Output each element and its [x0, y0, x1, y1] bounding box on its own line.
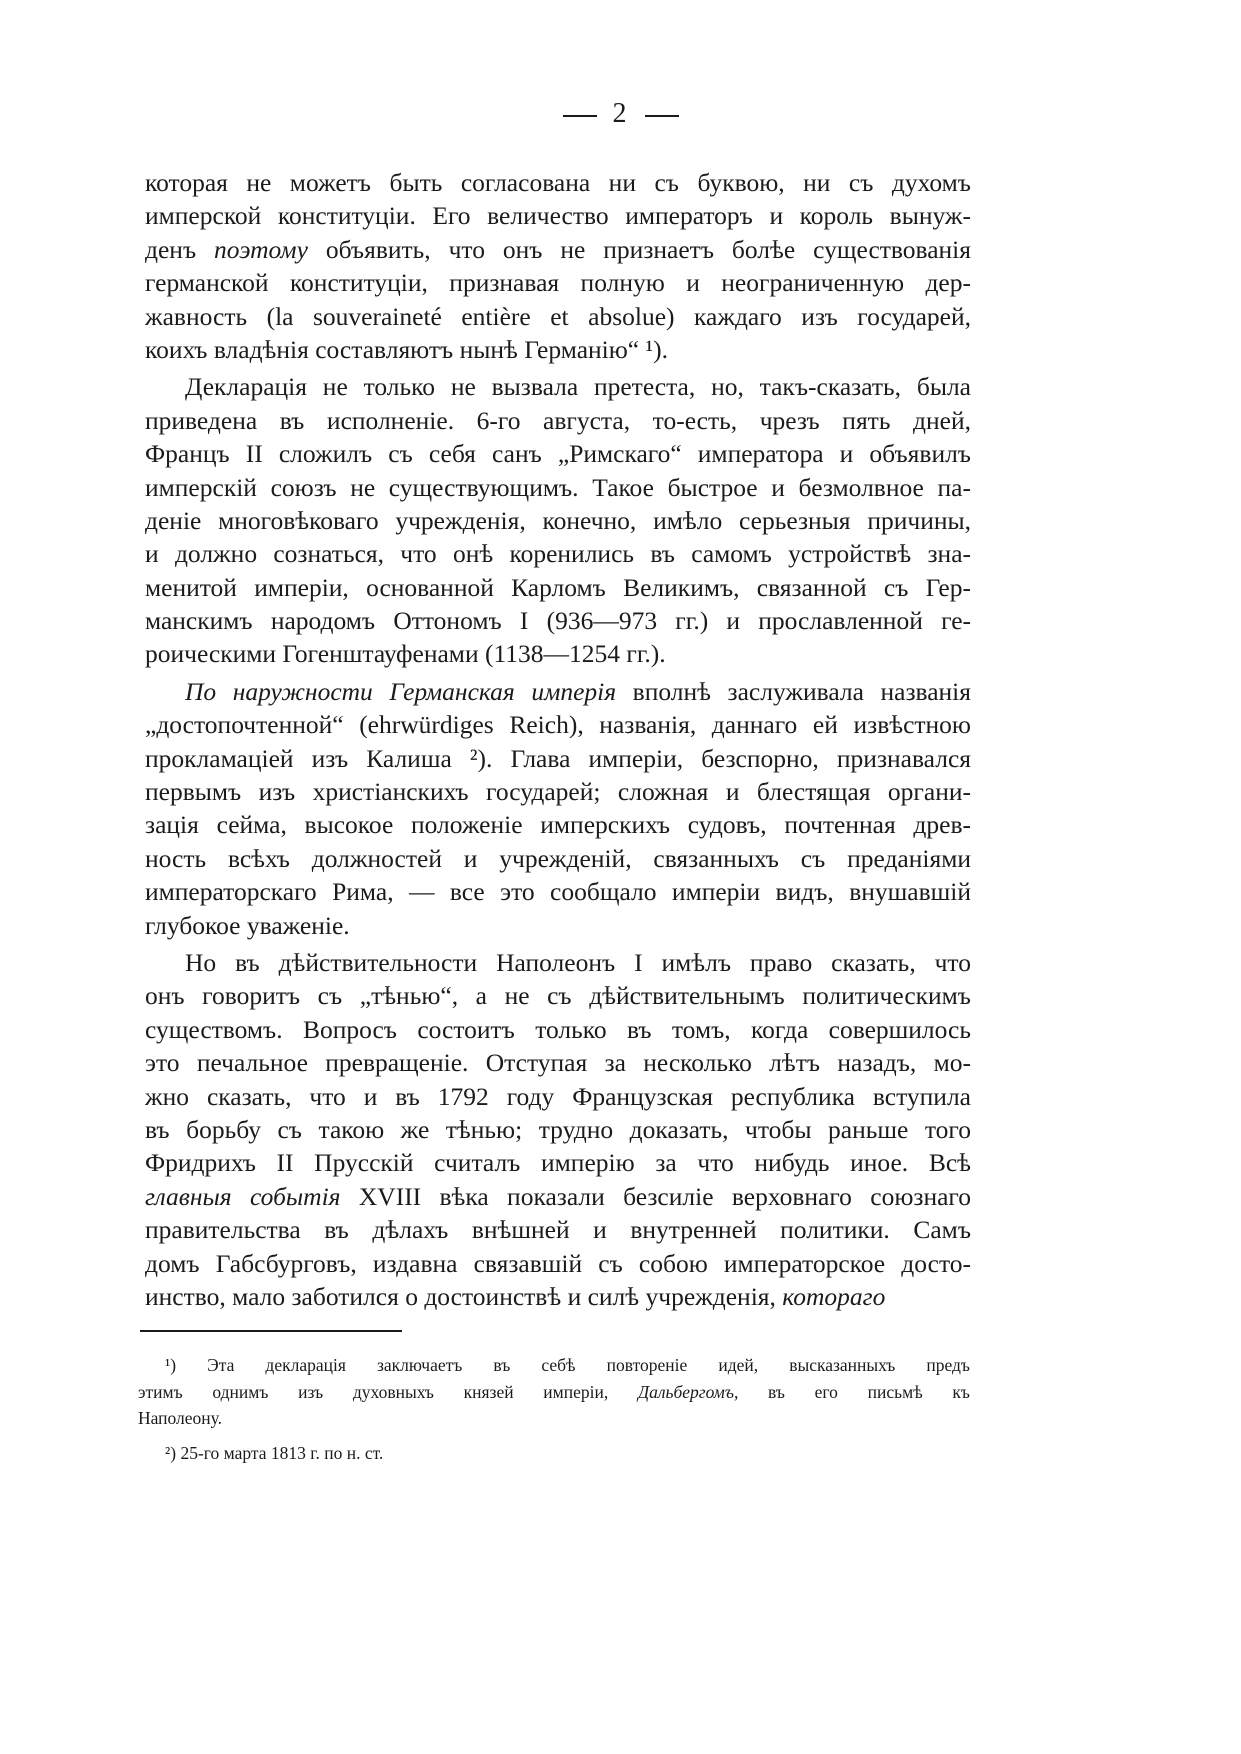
text-line — [145, 233, 971, 266]
text-segment: XVIII вѣка показали безсиліе верховнаго союзнаго — [340, 1181, 972, 1211]
text-segment: первымъ изъ христіанскихъ государей; сложная и блестящая органи- — [145, 777, 971, 807]
text-line — [145, 404, 971, 437]
text-segment: роическими Гогенштауфенами (1138—1254 гг.). — [145, 639, 666, 669]
text-line — [145, 504, 971, 537]
text-line — [145, 875, 971, 908]
text-line — [138, 1405, 970, 1432]
italic-text: Дальбергомъ — [637, 1381, 734, 1402]
text-segment: правительства въ дѣлахъ внѣшней и внутренней политики. Самъ — [145, 1215, 971, 1245]
text-line — [145, 708, 971, 741]
text-segment: вполнѣ заслуживала названія — [616, 676, 971, 706]
text-segment: Фридрихъ II Прусскій считалъ имперію за что нибудь иное. Всѣ — [145, 1148, 971, 1178]
text-segment: денъ — [145, 234, 215, 264]
text-line — [145, 437, 971, 470]
text-segment: домъ Габсбурговъ, издавна связавшій съ собою императорское досто- — [145, 1248, 971, 1278]
text-segment: зація сейма, высокое положеніе имперскихъ судовъ, почтенная древ- — [145, 810, 971, 840]
italic-text: котораго — [782, 1281, 886, 1311]
text-segment: жавность (la souveraineté entière et absolue) каждаго изъ государей, — [145, 301, 971, 331]
text-line — [145, 1113, 971, 1146]
text-line — [145, 742, 971, 775]
footnotes — [138, 1352, 970, 1474]
text-segment: инство, мало заботился о достоинствѣ и силѣ учрежденія, — [145, 1281, 783, 1311]
text-line — [145, 370, 971, 403]
dash-right — [645, 115, 679, 117]
text-line — [145, 199, 971, 232]
text-segment: которая не можетъ быть согласована ни съ буквою, ни съ духомъ — [145, 168, 971, 197]
footnote — [138, 1352, 970, 1432]
text-line — [145, 946, 971, 979]
text-segment: это печальное превращеніе. Отступая за несколько лѣтъ назадъ, мо- — [145, 1048, 971, 1078]
text-line — [145, 300, 971, 333]
text-line — [145, 1280, 971, 1313]
footnote-separator — [140, 1330, 402, 1332]
text-line — [145, 1180, 971, 1213]
paragraph — [145, 675, 971, 942]
text-segment: германской конституціи, признавая полную и неограниченную дер- — [145, 268, 971, 298]
text-segment: ¹) Эта декларація заключаетъ въ себѣ повтореніе идей, высказанныхъ предъ — [165, 1355, 970, 1375]
text-line — [138, 1352, 970, 1379]
text-segment: объявить, что онъ не признаетъ болѣе существованія — [307, 234, 971, 264]
text-segment: ²) 25-го марта 1813 г. по н. ст. — [165, 1442, 384, 1463]
text-segment: существомъ. Вопросъ состоитъ только въ томъ, когда совершилось — [145, 1014, 971, 1044]
text-segment: Декларація не только не вызвала претеста, но, такъ-сказать, была — [185, 372, 971, 402]
text-line — [145, 1213, 971, 1246]
paragraph — [145, 946, 971, 1313]
text-line — [145, 1080, 971, 1113]
page-number — [0, 98, 1241, 130]
text-segment: коихъ владѣнія составляютъ нынѣ Германію“ ¹). — [145, 334, 668, 364]
text-segment: и должно сознаться, что онѣ коренились въ самомъ устройствѣ зна- — [145, 539, 971, 569]
text-segment: въ борьбу съ такою же тѣнью; трудно доказать, чтобы раньше того — [145, 1114, 971, 1144]
text-line — [145, 166, 971, 199]
text-line — [145, 571, 971, 604]
text-segment: Но въ дѣйствительности Наполеонъ I имѣлъ право сказать, что — [185, 947, 971, 977]
text-line — [145, 909, 971, 942]
text-segment: императорскаго Рима, — все это сообщало имперіи видъ, внушавшій — [145, 877, 971, 907]
text-segment: ность всѣхъ должностей и учрежденій, связанныхъ съ преданіями — [145, 843, 971, 873]
text-line — [145, 1146, 971, 1179]
text-line — [145, 604, 971, 637]
italic-text: поэтому — [214, 234, 308, 264]
italic-text: главныя событія — [145, 1181, 341, 1211]
page-number-text: 2 — [612, 98, 629, 129]
text-line — [145, 266, 971, 299]
text-segment: Наполеону. — [138, 1408, 223, 1428]
footnote — [138, 1440, 970, 1467]
text-line — [145, 1247, 971, 1280]
text-segment: менитой имперіи, основанной Карломъ Великимъ, связанной съ Гер- — [145, 572, 971, 602]
italic-text: По наружности Германская имперія — [185, 676, 617, 706]
text-line — [145, 842, 971, 875]
text-segment: Францъ II сложилъ съ себя санъ „Римскаго“ императора и объявилъ — [145, 439, 971, 469]
paragraph — [145, 370, 971, 671]
text-line — [145, 775, 971, 808]
text-line — [145, 808, 971, 841]
text-line — [145, 1013, 971, 1046]
dash-left — [563, 115, 597, 117]
text-segment: , въ его письмѣ къ — [733, 1381, 970, 1402]
text-segment: деніе многовѣковаго учрежденія, конечно, имѣло серьезныя причины, — [145, 505, 971, 535]
text-segment: этимъ однимъ изъ духовныхъ князей имперіи, — [138, 1381, 638, 1402]
text-line — [145, 675, 971, 708]
text-line — [145, 471, 971, 504]
text-line — [145, 1046, 971, 1079]
text-segment: приведена въ исполненіе. 6-го августа, то-есть, чрезъ пять дней, — [145, 405, 971, 435]
text-segment: имперской конституціи. Его величество императоръ и король вынуж- — [145, 201, 971, 231]
main-text — [145, 166, 971, 1313]
text-line — [145, 537, 971, 570]
text-segment: жно сказать, что и въ 1792 году Французская республика вступила — [145, 1081, 971, 1111]
paragraph — [145, 166, 971, 366]
text-line — [138, 1440, 970, 1467]
text-line — [138, 1379, 970, 1406]
text-line — [145, 333, 971, 366]
text-segment: манскимъ народомъ Оттономъ I (936—973 гг.) и прославленной ге- — [145, 606, 971, 636]
text-segment: имперскій союзъ не существующимъ. Такое быстрое и безмолвное па- — [145, 472, 971, 502]
text-segment: „достопочтенной“ (ehrwürdiges Reich), названія, даннаго ей извѣстною — [145, 710, 971, 740]
text-segment: онъ говоритъ съ „тѣнью“, а не съ дѣйствительнымъ политическимъ — [145, 981, 971, 1011]
text-line — [145, 979, 971, 1012]
text-segment: прокламаціей изъ Калиша ²). Глава имперіи, безспорно, признавался — [145, 743, 971, 773]
text-line — [145, 637, 971, 670]
text-segment: глубокое уваженіе. — [145, 910, 350, 940]
